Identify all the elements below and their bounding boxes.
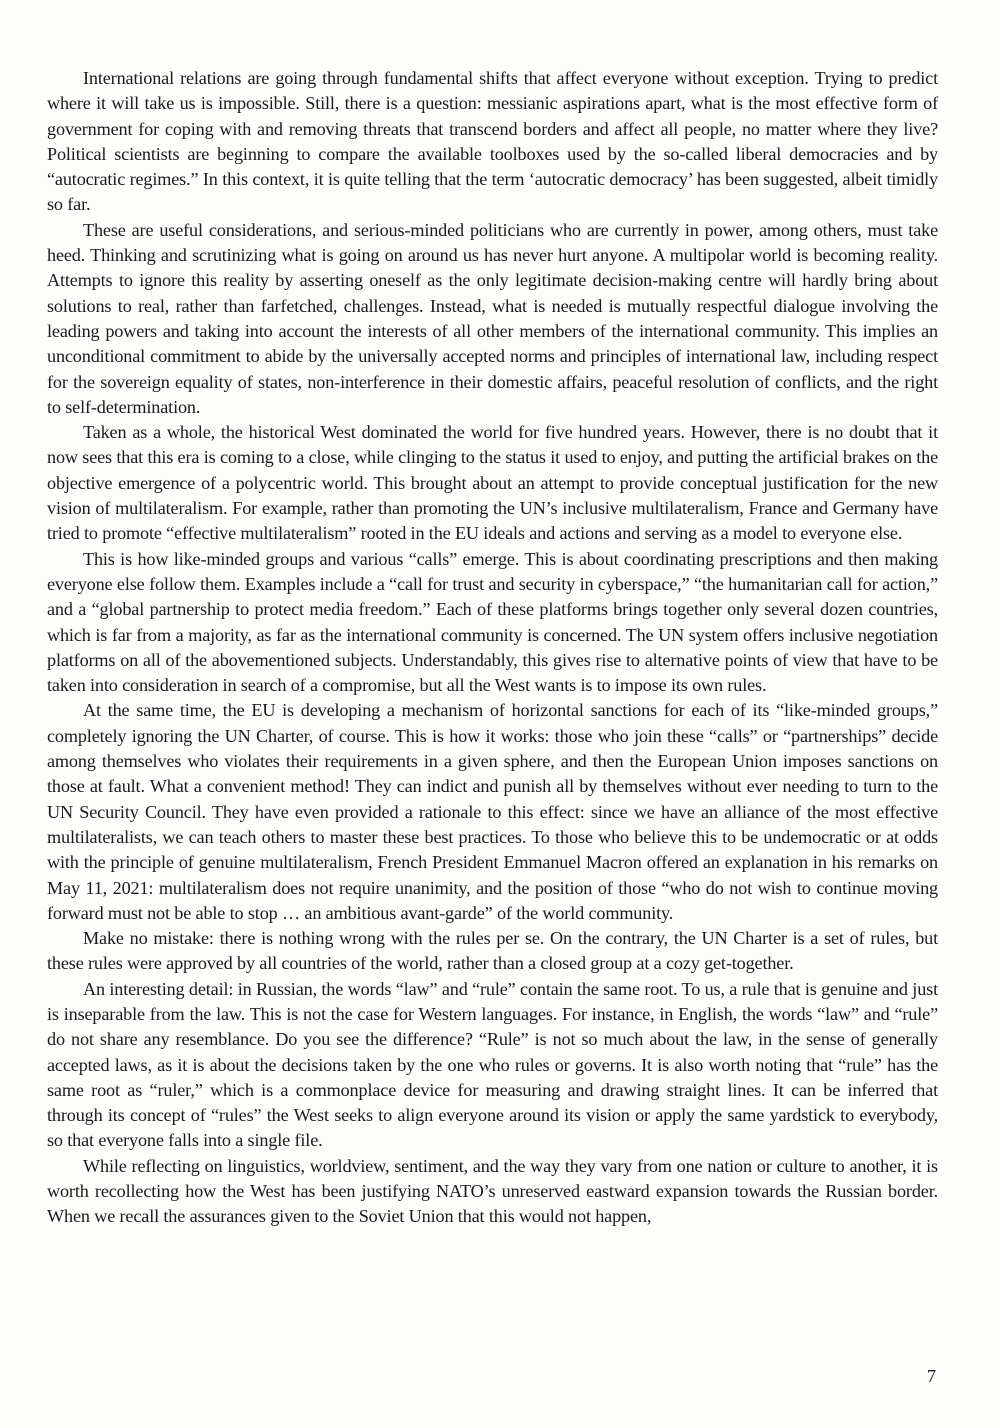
- paragraph-3: Taken as a whole, the historical West dominated the world for five hundred years. However, there is no doubt that it now sees that this era is coming to a close, while clinging to the status it used to enjoy, and putting the artificial brakes on the objective emergence of a polycentric world. This brought about an attempt to provide conceptual justification for the new vision of multilateralism. For example, rather than promoting the UN’s inclusive multilateralism, France and Germany have tried to promote “effective multilateralism” rooted in the EU ideals and actions and serving as a model to everyone else.: [47, 422, 938, 544]
- page-number: 7: [927, 1366, 936, 1386]
- paragraph-2: These are useful considerations, and serious-minded politicians who are currently in power, among others, must take heed. Thinking and scrutinizing what is going on around us has never hurt anyone. A multipolar world is becoming reality. Attempts to ignore this reality by asserting oneself as the only legitimate decision-making centre will hardly bring about solutions to real, rather than farfetched, challenges. Instead, what is needed is mutually respectful dialogue involving the leading powers and taking into account the interests of all other members of the international community. This implies an unconditional commitment to abide by the universally accepted norms and principles of international law, including respect for the sovereign equality of states, non-interference in their domestic affairs, peaceful resolution of conflicts, and the right to self-determination.: [47, 219, 938, 417]
- paragraph-7: An interesting detail: in Russian, the words “law” and “rule” contain the same root. To us, a rule that is genuine and just is inseparable from the law. This is not the case for Western languages. For instance, in English, the words “law” and “rule” do not share any resemblance. Do you see the difference? “Rule” is not so much about the law, in the sense of generally accepted laws, as it is about the decisions taken by the one who rules or governs. It is also worth noting that “rule” has the same root as “ruler,” which is a commonplace device for measuring and drawing straight lines. It can be inferred that through its concept of “rules” the West seeks to align everyone around its vision or apply the same yardstick to everybody, so that everyone falls into a single file.: [47, 978, 938, 1151]
- paragraph-5: At the same time, the EU is developing a mechanism of horizontal sanctions for each of its “like-minded groups,” completely ignoring the UN Charter, of course. This is how it works: those who join these “calls” or “partnerships” decide among themselves who violates their requirements in a given sphere, and then the European Union imposes sanctions on those at fault. What a convenient method! They can indict and punish all by themselves without ever needing to turn to the UN Security Council. They have even provided a rationale to this effect: since we have an alliance of the most effective multilateralists, we can teach others to master these best practices. To those who believe this to be undemocratic or at odds with the principle of genuine multilateralism, French President Emmanuel Macron offered an explanation in his remarks on May 11, 2021: multilateralism does not require unanimity, and the position of those “who do not wish to continue moving forward must not be able to stop … an ambitious avant-garde” of the world community.: [47, 700, 938, 923]
- paragraph-1: International relations are going through fundamental shifts that affect everyone without exception. Trying to predict where it will take us is impossible. Still, there is a question: messianic aspirations apart, what is the most effective form of government for coping with and removing threats that transcend borders and affect all people, no matter where they live? Political scientists are beginning to compare the available toolboxes used by the so-called liberal democracies and by “autocratic regimes.” In this context, it is quite telling that the term ‘autocratic democracy’ has been suggested, albeit timidly so far.: [47, 68, 938, 215]
- paragraph-4: This is how like-minded groups and various “calls” emerge. This is about coordinating prescriptions and then making everyone else follow them. Examples include a “call for trust and security in cyberspace,” “the humanitarian call for action,” and a “global partnership to protect media freedom.” Each of these platforms brings together only several dozen countries, which is far from a majority, as far as the international community is concerned. The UN system offers inclusive negotiation platforms on all of the abovementioned subjects. Understandably, this gives rise to alternative points of view that have to be taken into consideration in search of a compromise, but all the West wants is to impose its own rules.: [47, 548, 938, 696]
- paragraph-6: Make no mistake: there is nothing wrong with the rules per se. On the contrary, the UN Charter is a set of rules, but these rules were approved by all countries of the world, rather than a closed group at a cozy get-together.: [47, 928, 938, 974]
- paragraph-8: While reflecting on linguistics, worldview, sentiment, and the way they vary from one nation or culture to another, it is worth recollecting how the West has been justifying NATO’s unreserved eastward expansion towards the Russian border. When we recall the assurances given to the Soviet Union that this would not happen,: [47, 1155, 938, 1227]
- document-body: [47, 66, 938, 1230]
